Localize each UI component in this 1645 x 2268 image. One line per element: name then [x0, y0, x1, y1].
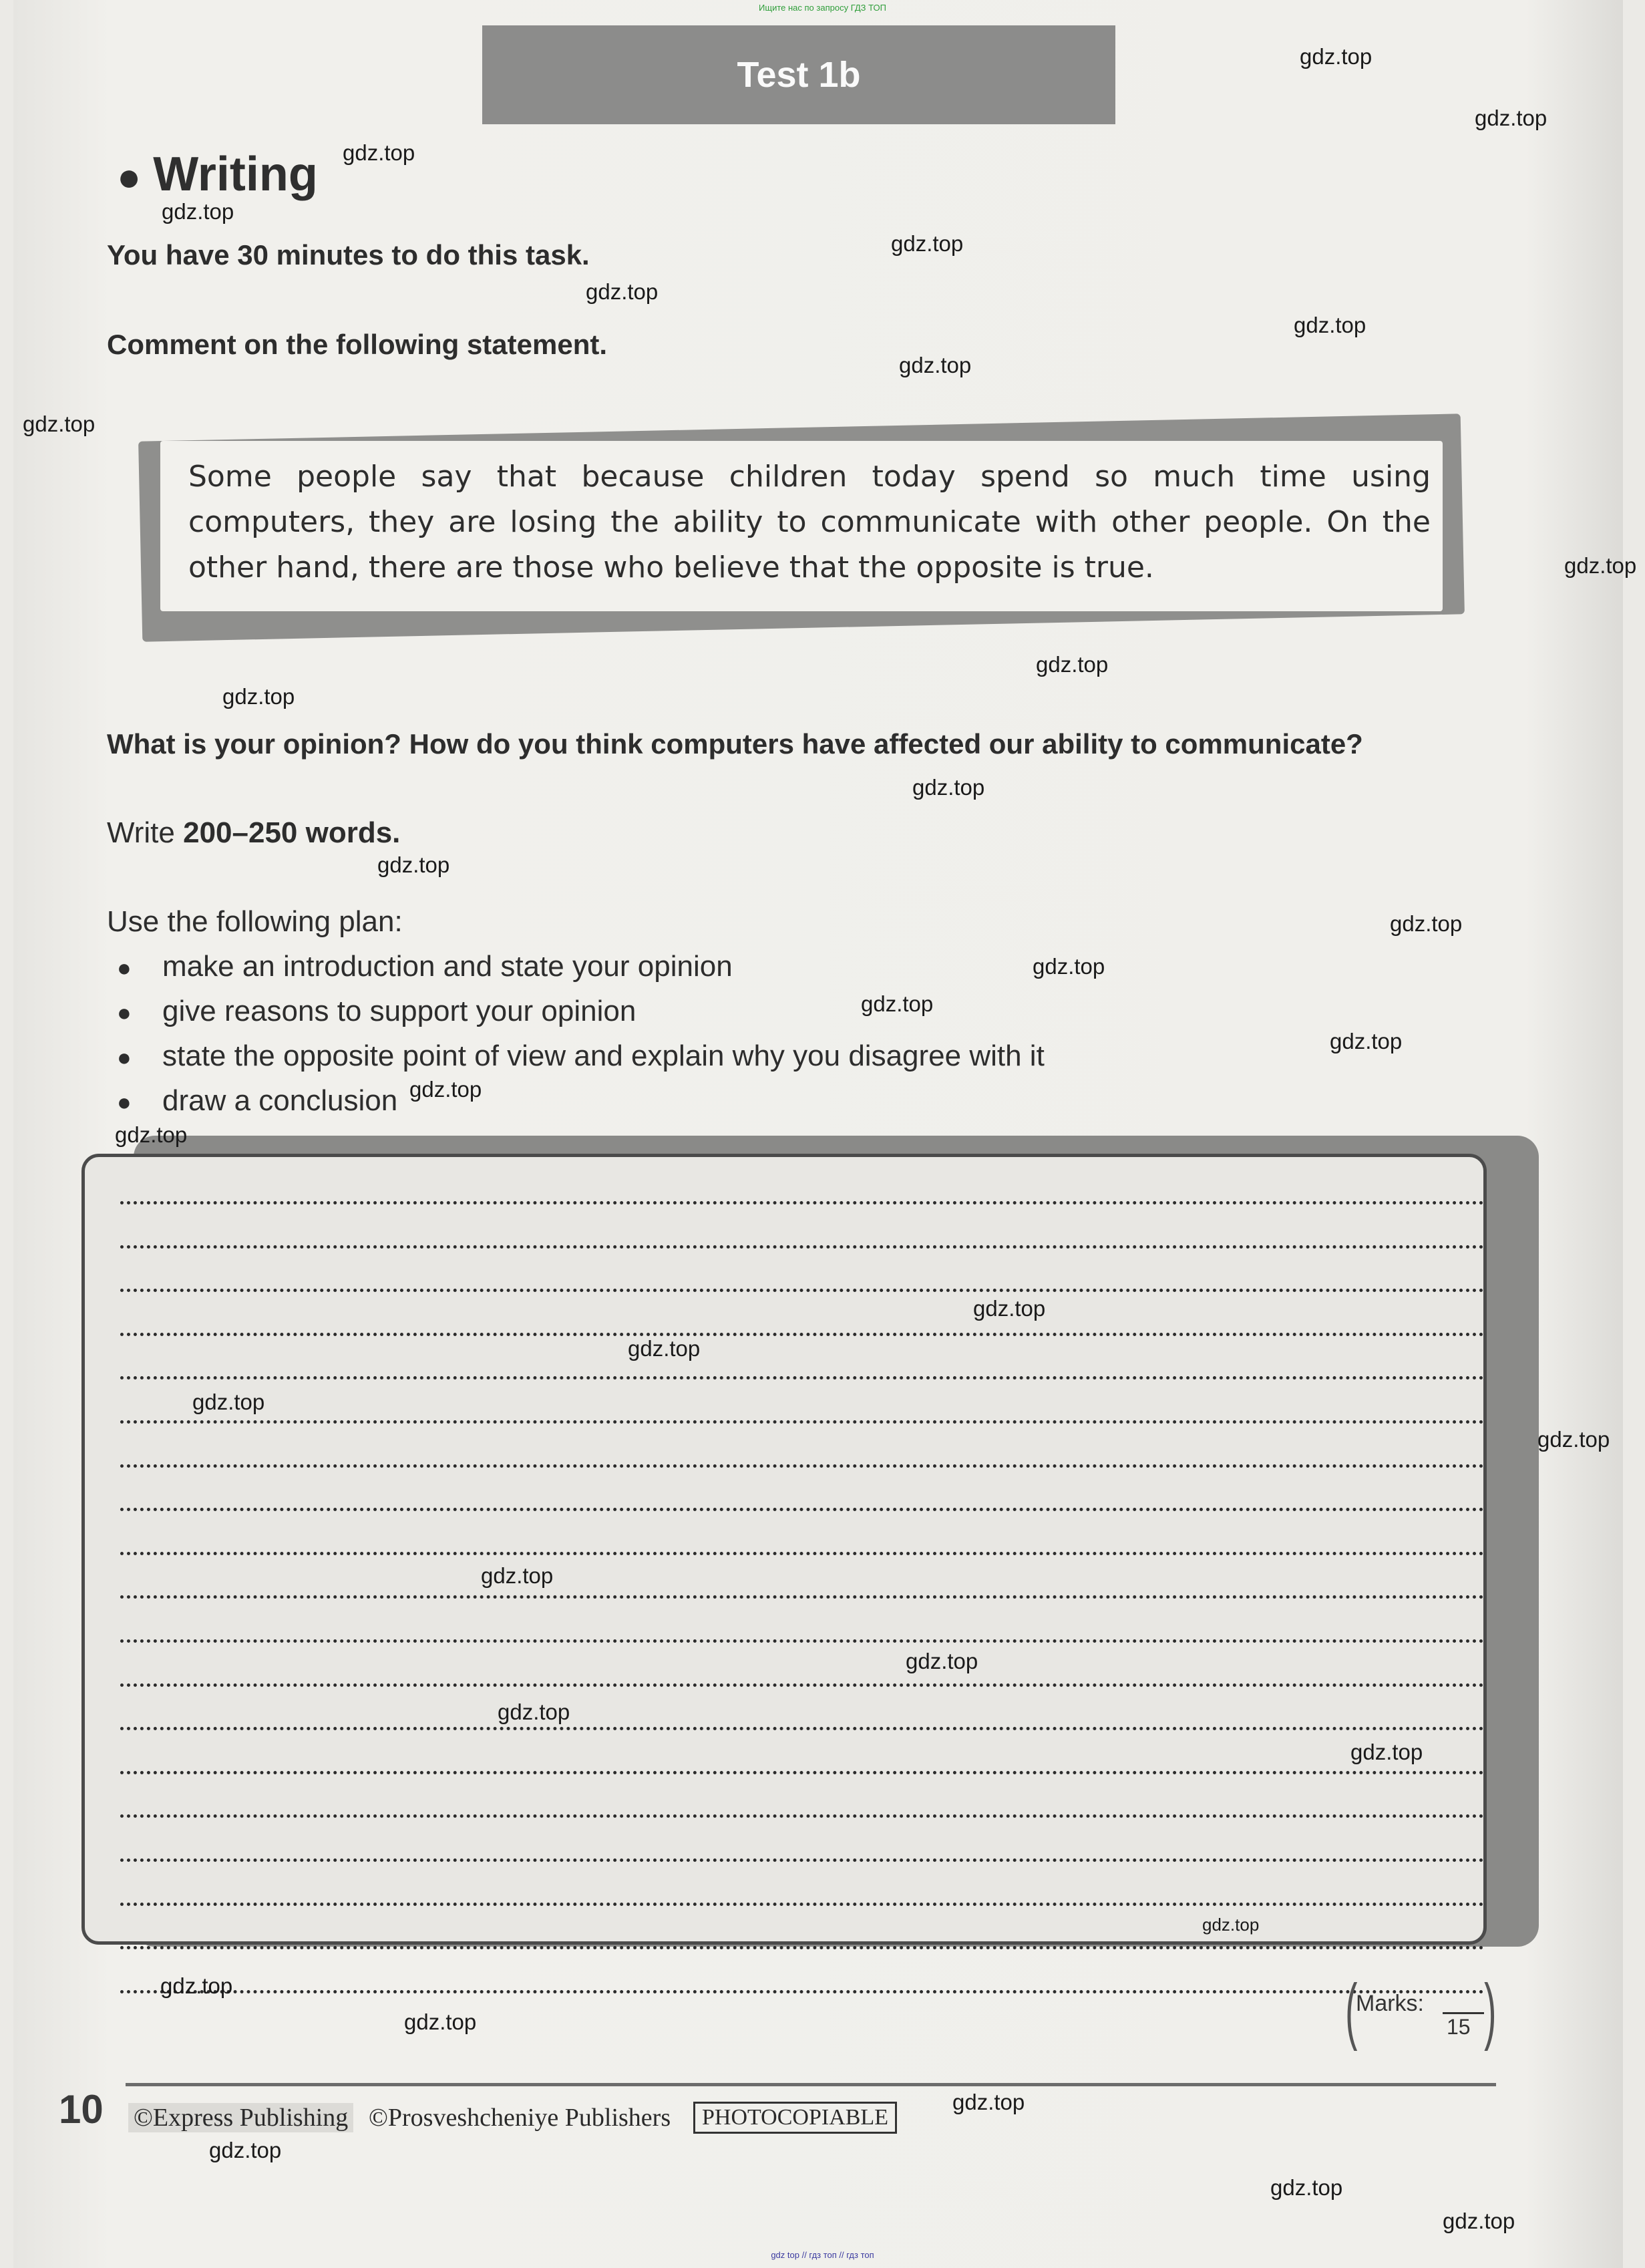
watermark: gdz.top — [1564, 553, 1637, 578]
bullet-icon: ● — [117, 954, 132, 981]
watermark: gdz.top — [861, 991, 934, 1016]
marks-bracket-left: ( — [1345, 1969, 1358, 2052]
answer-line[interactable] — [120, 1245, 1484, 1249]
top-note: Ищите нас по запросу ГДЗ ТОП — [759, 3, 886, 13]
answer-line[interactable] — [120, 1508, 1484, 1511]
answer-line[interactable] — [120, 1990, 1484, 1993]
watermark: gdz.top — [906, 1649, 978, 1673]
question: What is your opinion? How do you think computers have affected our ability to communicate? — [107, 728, 1363, 760]
answer-line[interactable] — [120, 1771, 1484, 1774]
write-prefix: Write — [107, 816, 184, 849]
plan-item — [117, 995, 636, 1028]
watermark: gdz.top — [498, 1699, 570, 1724]
watermark: gdz.top — [891, 231, 964, 256]
answer-line[interactable] — [120, 1420, 1484, 1424]
marks-label: Marks: — [1356, 1991, 1424, 2016]
bullet-icon: ● — [117, 1043, 132, 1071]
watermark: gdz.top — [377, 852, 450, 877]
watermark: gdz.top — [1350, 1740, 1423, 1764]
answer-line[interactable] — [120, 1946, 1484, 1949]
watermark: gdz.top — [1294, 313, 1366, 337]
watermark: gdz.top — [1475, 106, 1547, 130]
watermark: gdz.top — [1443, 2209, 1515, 2233]
watermark: gdz.top — [162, 199, 234, 224]
watermark: gdz.top — [1537, 1427, 1610, 1452]
watermark: gdz.top — [1300, 44, 1373, 69]
watermark: gdz.top — [952, 2090, 1025, 2114]
section-heading — [117, 147, 318, 202]
bullet-icon: ● — [117, 1088, 132, 1116]
photocopiable-badge: PHOTOCOPIABLE — [693, 2102, 897, 2134]
watermark: gdz.top — [899, 353, 972, 377]
watermark: gdz.top — [343, 140, 415, 165]
marks-divider — [1443, 2012, 1484, 2014]
test-title: Test 1b — [482, 25, 1115, 124]
answer-line[interactable] — [120, 1376, 1484, 1380]
plan-item — [117, 1039, 1045, 1073]
watermark: gdz.top — [1036, 652, 1109, 677]
answer-line[interactable] — [120, 1903, 1484, 1906]
watermark: gdz.top — [222, 684, 295, 709]
publisher-prosveshcheniye: ©Prosveshcheniye Publishers — [369, 2104, 671, 2132]
watermark: gdz.top — [160, 1973, 233, 1998]
watermark: gdz.top — [1033, 954, 1105, 979]
plan-item — [117, 950, 733, 983]
watermark: gdz.top — [1330, 1029, 1403, 1054]
watermark: gdz.top — [586, 279, 659, 304]
watermark: gdz.top — [1202, 1915, 1260, 1935]
plan-item — [117, 1084, 397, 1118]
watermark: gdz.top — [912, 775, 985, 800]
publisher-express: ©Express Publishing — [128, 2103, 353, 2132]
section-heading-label: Writing — [153, 148, 318, 201]
answer-line[interactable] — [120, 1333, 1484, 1336]
watermark: gdz.top — [404, 2009, 477, 2034]
plan-intro: Use the following plan: — [107, 905, 403, 938]
answer-line[interactable] — [120, 1727, 1484, 1730]
watermark: gdz.top — [1270, 2175, 1343, 2200]
marks-bracket-right: ) — [1484, 1969, 1497, 2052]
answer-line[interactable] — [120, 1858, 1484, 1862]
time-instruction: You have 30 minutes to do this task. — [107, 239, 590, 271]
plan-item-text: make an introduction and state your opinion — [162, 950, 733, 983]
answer-line[interactable] — [120, 1201, 1484, 1204]
marks-total: 15 — [1447, 2015, 1471, 2039]
answer-line[interactable] — [120, 1464, 1484, 1468]
watermark: gdz.top — [628, 1336, 701, 1361]
bullet-icon: ● — [117, 154, 142, 199]
watermark: gdz.top — [209, 2138, 282, 2162]
answer-line[interactable] — [120, 1814, 1484, 1818]
watermark: gdz.top — [192, 1390, 265, 1414]
bullet-icon: ● — [117, 999, 132, 1026]
bottom-note: gdz top // гдз топ // гдз топ — [771, 2250, 874, 2260]
watermark: gdz.top — [973, 1296, 1046, 1321]
word-count-line — [107, 816, 400, 850]
answer-line[interactable] — [120, 1683, 1484, 1687]
answer-box[interactable] — [81, 1154, 1487, 1945]
answer-line[interactable] — [120, 1595, 1484, 1599]
watermark: gdz.top — [1390, 911, 1463, 936]
answer-line[interactable] — [120, 1289, 1484, 1292]
statement-text: Some people say that because children today spend so much time using computers, they are losing the ability to communicate with other people. On the other hand, there are those who believe that the opposite is true. — [188, 460, 1431, 585]
plan-item-text: give reasons to support your opinion — [162, 995, 636, 1027]
watermark: gdz.top — [23, 412, 96, 436]
page-number: 10 — [59, 2087, 104, 2132]
watermark: gdz.top — [115, 1122, 188, 1147]
answer-line[interactable] — [120, 1552, 1484, 1555]
plan-item-text: draw a conclusion — [162, 1084, 398, 1117]
footer-rule — [126, 2083, 1496, 2086]
plan-item-text: state the opposite point of view and explain why you disagree with it — [162, 1039, 1045, 1072]
comment-instruction: Comment on the following statement. — [107, 329, 608, 360]
watermark: gdz.top — [409, 1077, 482, 1102]
word-count: 200–250 words. — [183, 816, 401, 849]
answer-line[interactable] — [120, 1639, 1484, 1643]
watermark: gdz.top — [481, 1563, 554, 1588]
